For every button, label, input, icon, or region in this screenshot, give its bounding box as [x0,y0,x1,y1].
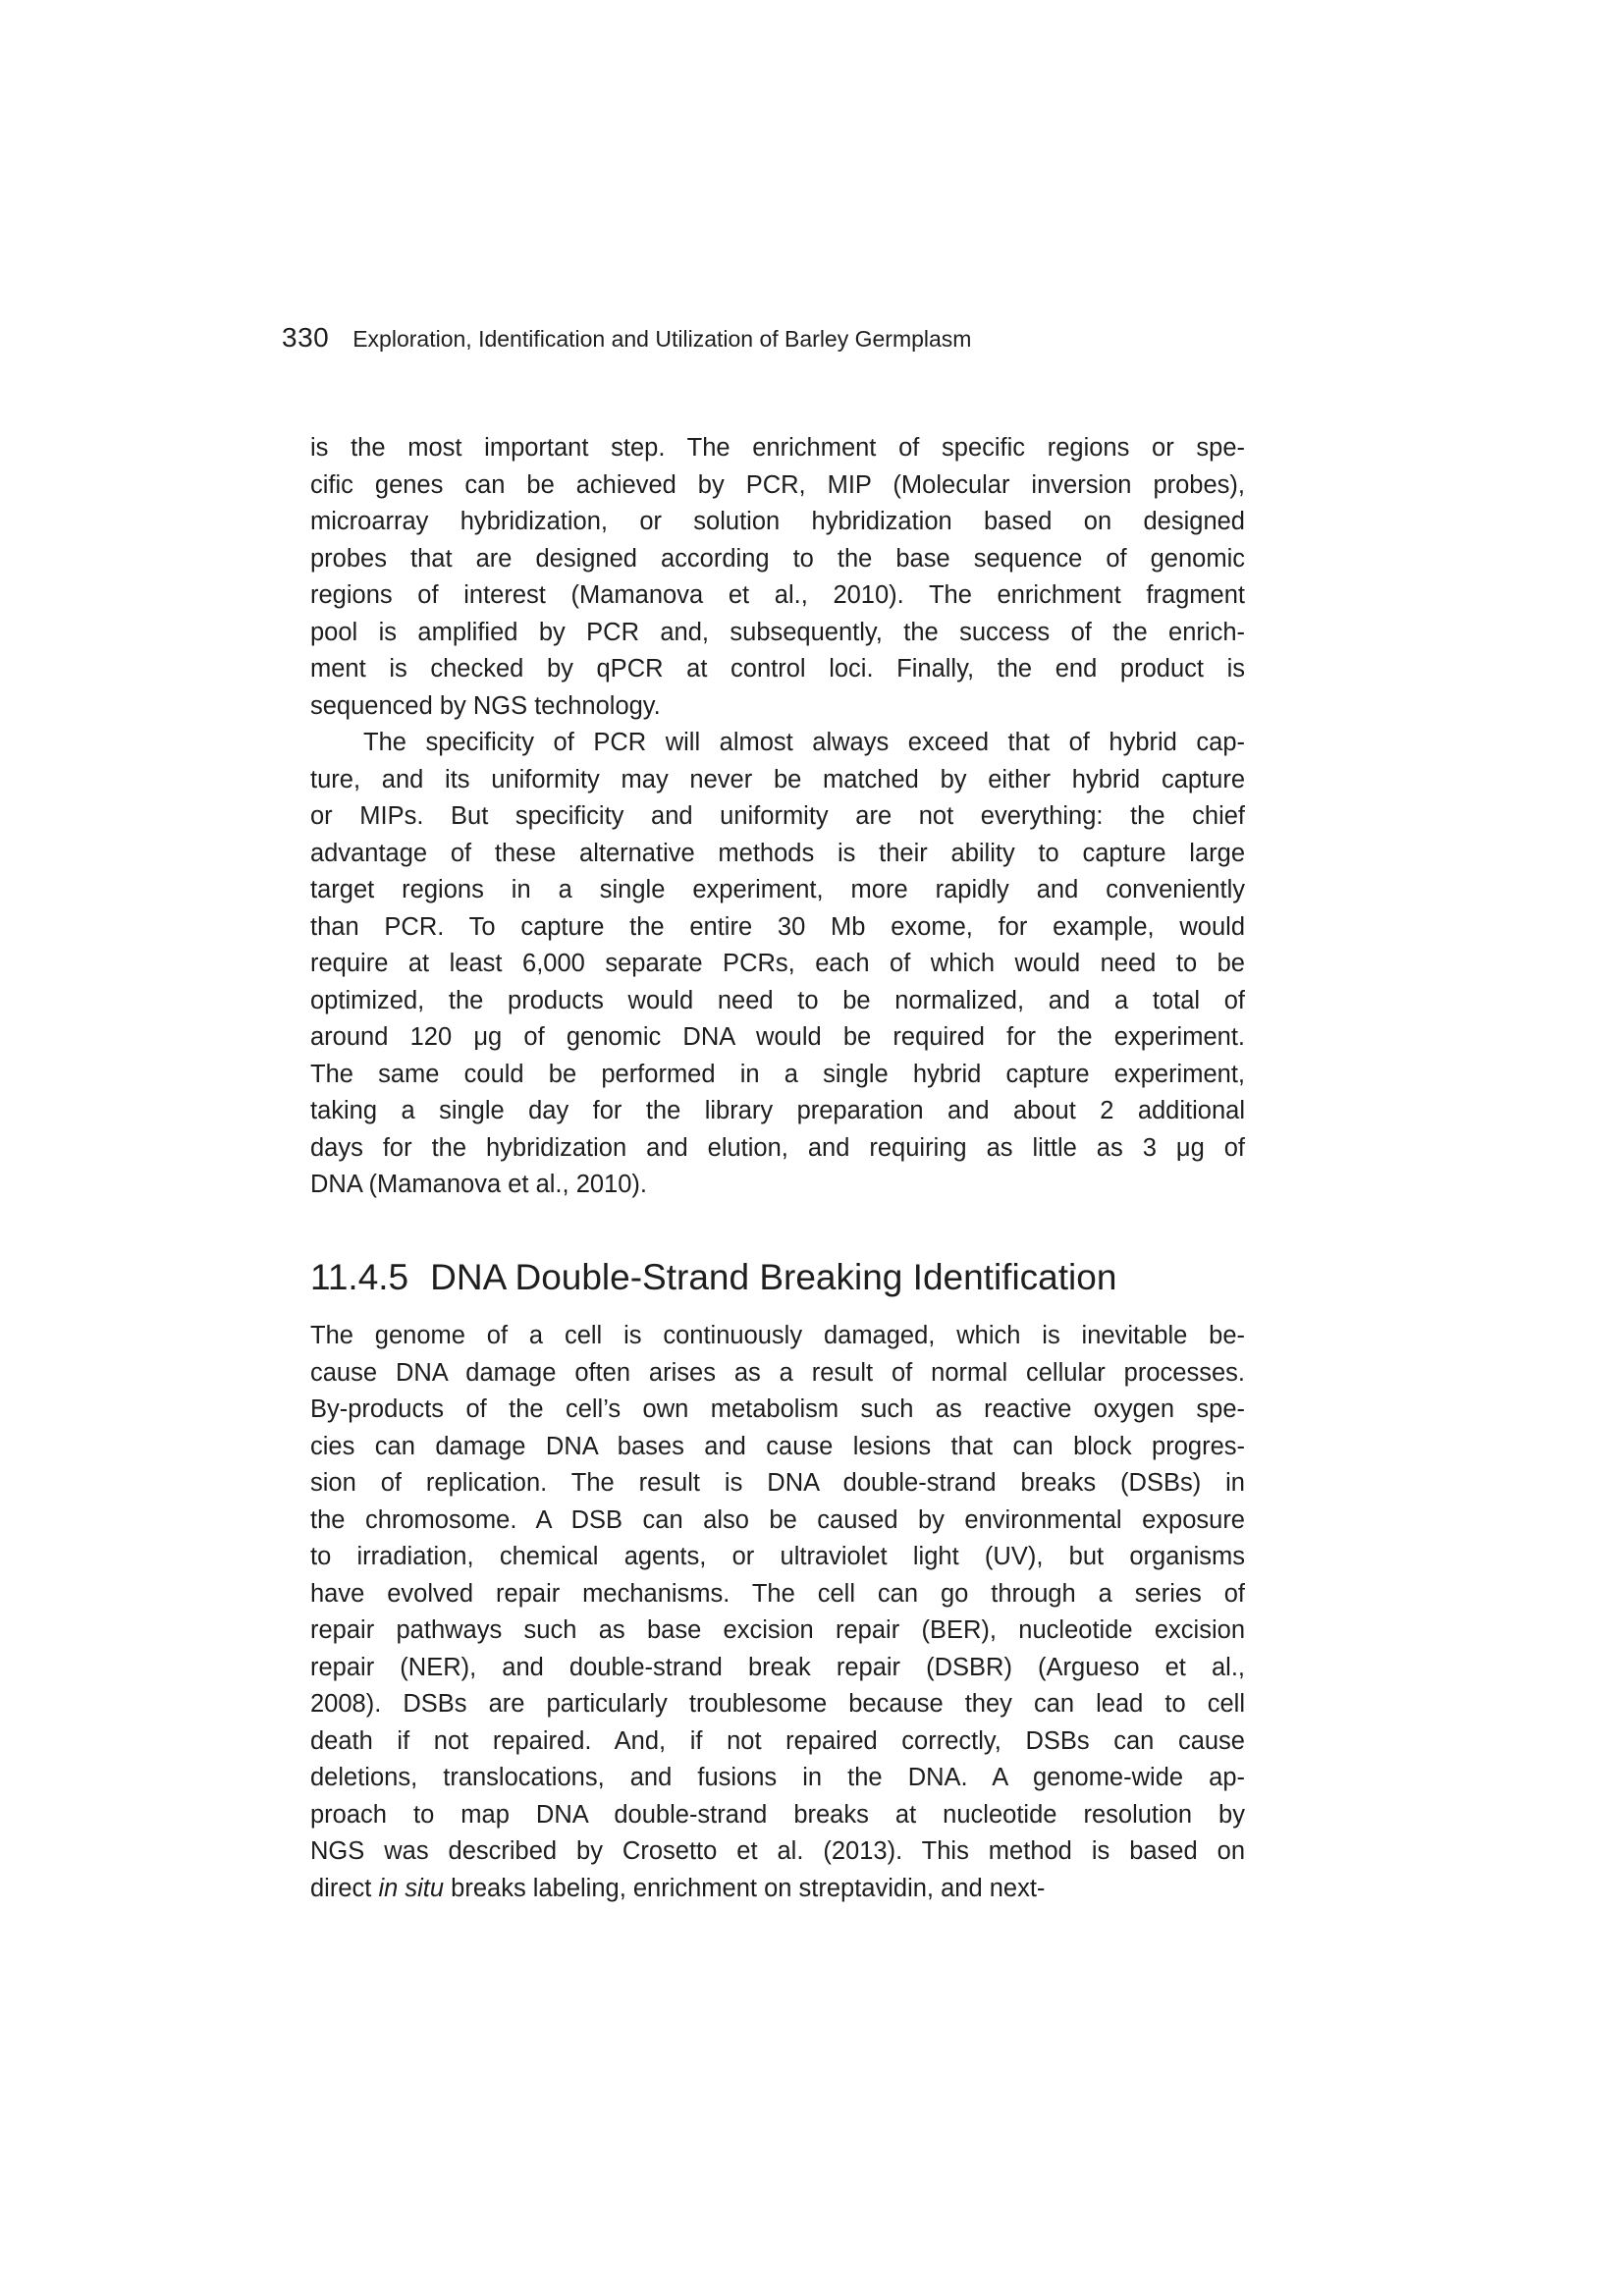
text-line: regions of interest (Mamanova et al., 2010). The enrichment fragment [310,581,1245,609]
text-line: microarray hybridization, or solution hybridization based on designed [310,508,1245,535]
text-line [310,1871,1245,1908]
text-line: The specificity of PCR will almost always exceed that of hybrid cap- [363,729,1245,756]
paragraph-2 [310,725,1245,1204]
text-segment: direct [310,1874,379,1902]
paragraph-2-rest [310,762,1245,1204]
text-line: days for the hybridization and elution, and requiring as little as 3 μg of [310,1133,1245,1162]
section-number: 11.4.5 [310,1257,409,1297]
paragraph-3 [310,1318,1245,1907]
paragraph-3-main [310,1318,1245,1871]
paragraph-1 [310,430,1245,725]
text-line: proach to map DNA double-strand breaks at nucleotide resolution by [310,1800,1245,1829]
text-line: advantage of these alternative methods is their ability to capture large [310,839,1245,867]
section-title: DNA Double-Strand Breaking Identification [430,1257,1117,1297]
text-line: cific genes can be achieved by PCR, MIP (Molecular inversion probes), [310,470,1245,499]
text-line: DNA (Mamanova et al., 2010). [310,1171,647,1198]
text-line: around 120 μg of genomic DNA would be required for the experiment. [310,1023,1245,1051]
text-segment-italic: in situ [378,1874,445,1902]
text-line: The genome of a cell is continuously damaged, which is inevitable be- [310,1322,1245,1349]
text-line: sion of replication. The result is DNA double-strand breaks (DSBs) in [310,1469,1245,1497]
text-line: than PCR. To capture the entire 30 Mb exome, for example, would [310,912,1245,941]
text-line: have evolved repair mechanisms. The cell can go through a series of [310,1579,1245,1608]
text-line: to irradiation, chemical agents, or ultraviolet light (UV), but organisms [310,1543,1245,1570]
text-line: optimized, the products would need to be normalized, and a total of [310,986,1245,1014]
text-line: is the most important step. The enrichment of specific regions or spe- [310,434,1245,462]
page-number: 330 [282,322,330,353]
text-line: The same could be performed in a single hybrid capture experiment, [310,1060,1245,1088]
text-line: By-products of the cell’s own metabolism such as reactive oxygen spe- [310,1395,1245,1423]
text-line: probes that are designed according to the base sequence of genomic [310,544,1245,573]
section-heading [310,1257,1116,1298]
running-head [282,322,971,354]
text-line: NGS was described by Crosetto et al. (2013). This method is based on [310,1837,1245,1865]
text-line: deletions, translocations, and fusions in the DNA. A genome-wide ap- [310,1764,1245,1791]
running-title: Exploration, Identification and Utilization of Barley Germplasm [352,326,972,352]
text-line: ture, and its uniformity may never be matched by either hybrid capture [310,765,1245,793]
text-line: repair (NER), and double-strand break repair (DSBR) (Argueso et al., [310,1653,1245,1681]
text-line: target regions in a single experiment, more rapidly and conveniently [310,876,1245,903]
text-line: 2008). DSBs are particularly troublesome because they can lead to cell [310,1690,1245,1718]
text-line: repair pathways such as base excision repair (BER), nucleotide excision [310,1616,1245,1644]
text-line: sequenced by NGS technology. [310,691,661,720]
text-line: taking a single day for the library preparation and about 2 additional [310,1097,1245,1124]
text-line: cies can damage DNA bases and cause lesions that can block progres- [310,1432,1245,1460]
text-line: cause DNA damage often arises as a result of normal cellular processes. [310,1358,1245,1387]
text-segment: breaks labeling, enrichment on streptavidin, and next- [444,1874,1046,1902]
text-line: the chromosome. A DSB can also be caused by environmental exposure [310,1505,1245,1534]
text-line: require at least 6,000 separate PCRs, each of which would need to be [310,950,1245,977]
text-line: pool is amplified by PCR and, subsequently, the success of the enrich- [310,618,1245,646]
text-line: or MIPs. But specificity and uniformity are not everything: the chief [310,802,1245,830]
text-line: death if not repaired. And, if not repaired correctly, DSBs can cause [310,1726,1245,1755]
text-line: ment is checked by qPCR at control loci. Finally, the end product is [310,655,1245,683]
